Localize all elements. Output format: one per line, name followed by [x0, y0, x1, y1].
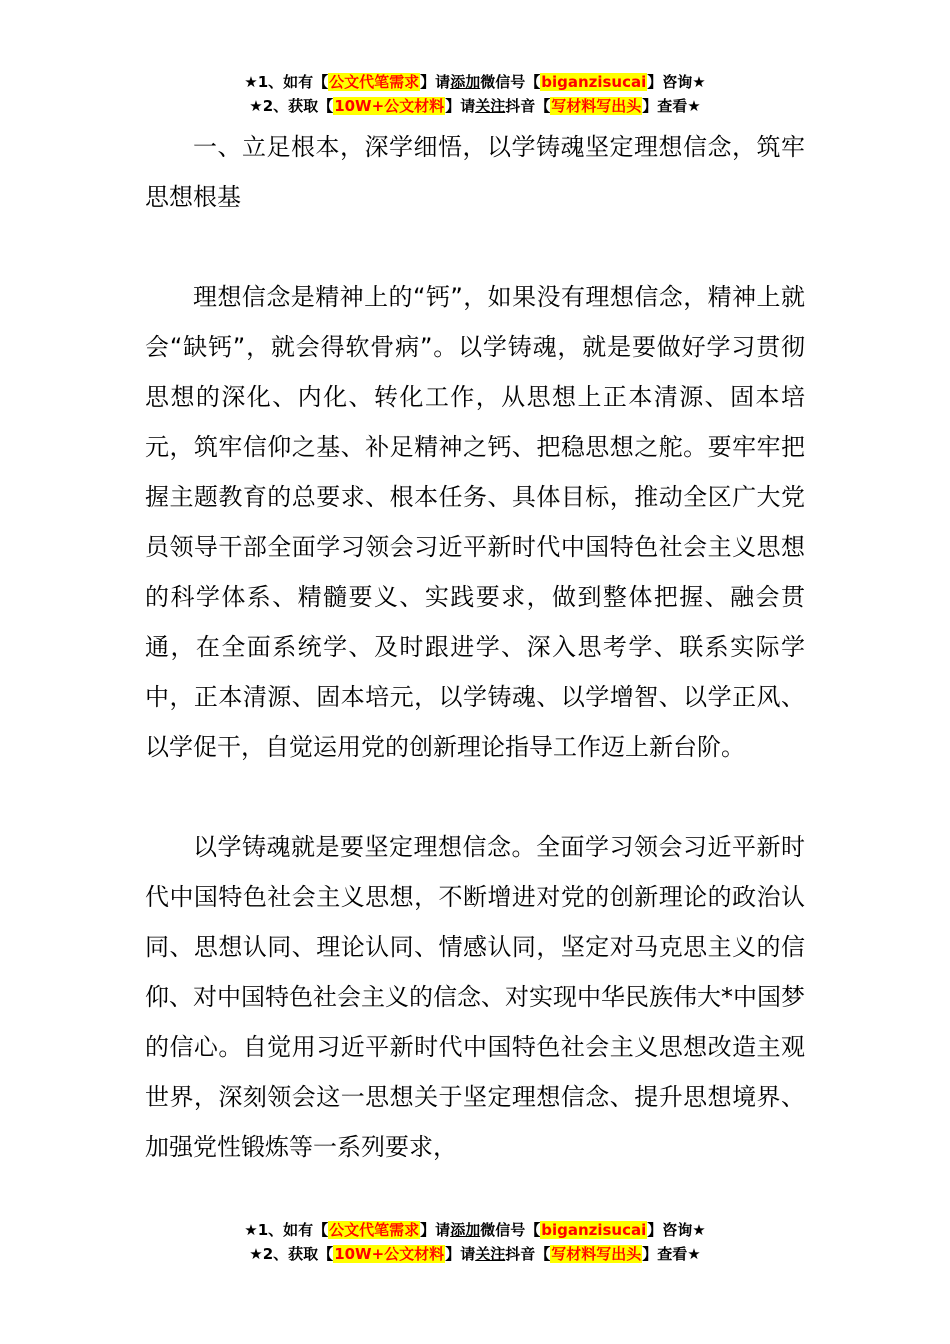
banner-text: ★2、获取【 [249, 1245, 334, 1263]
banner-line-1 [0, 70, 950, 94]
banner-text: 】请 [420, 1221, 451, 1239]
banner-text: 抖音【 [505, 97, 551, 115]
banner-text: 微信号【 [480, 73, 541, 91]
section-heading: 一、立足根本，深学细悟，以学铸魂坚定理想信念，筑牢思想根基 [145, 133, 805, 211]
paragraph-gap [145, 772, 805, 822]
banner-highlight: 公文代笔需求 [329, 73, 420, 91]
banner-underline: 关注 [475, 97, 506, 115]
banner-text: 】查看★ [642, 97, 701, 115]
banner-text: ★1、如有【 [244, 1221, 329, 1239]
banner-text: 】请 [445, 97, 476, 115]
banner-highlight: 写材料写出头 [551, 97, 642, 115]
banner-highlight: 写材料写出头 [551, 1245, 642, 1263]
document-body [145, 122, 805, 1172]
banner-text: ★2、获取【 [249, 97, 334, 115]
banner-line-1 [0, 1218, 950, 1242]
header-banner [0, 70, 950, 118]
banner-text: 】查看★ [642, 1245, 701, 1263]
banner-highlight: 10W+公文材料 [334, 1245, 445, 1263]
banner-underline: 添加 [450, 73, 481, 91]
banner-text: 】咨询★ [647, 1221, 706, 1239]
banner-highlight: 10W+公文材料 [334, 97, 445, 115]
banner-text: 】请 [445, 1245, 476, 1263]
banner-line-2 [0, 1242, 950, 1266]
paragraph-gap [145, 222, 805, 272]
paragraph-2: 以学铸魂就是要坚定理想信念。全面学习领会习近平新时代中国特色社会主义思想，不断增进对党的创新理论的政治认同、思想认同、理论认同、情感认同，坚定对马克思主义的信仰、对中国特色社会主义的信念、对实现中华民族伟大*中国梦的信心。自觉用习近平新时代中国特色社会主义思想改造主观世界，深刻领会这一思想关于坚定理想信念、提升思想境界、加强党性锻炼等一系列要求， [145, 833, 805, 1161]
paragraph-1: 理想信念是精神上的“钙”，如果没有理想信念，精神上就会“缺钙”，就会得软骨病”。以学铸魂，就是要做好学习贯彻思想的深化、内化、转化工作，从思想上正本清源、固本培元，筑牢信仰之基、补足精神之钙、把稳思想之舵。要牢牢把握主题教育的总要求、根本任务、具体目标，推动全区广大党员领导干部全面学习领会习近平新时代中国特色社会主义思想的科学体系、精髓要义、实践要求，做到整体把握、融会贯通，在全面系统学、及时跟进学、深入思考学、联系实际学中，正本清源、固本培元，以学铸魂、以学增智、以学正风、以学促干，自觉运用党的创新理论指导工作迈上新台阶。 [145, 283, 805, 761]
banner-underline: 关注 [475, 1245, 506, 1263]
footer-banner [0, 1218, 950, 1266]
banner-wechat-id: biganzisucai [541, 1221, 647, 1239]
banner-text: 抖音【 [505, 1245, 551, 1263]
banner-text: 】请 [420, 73, 451, 91]
banner-text: 微信号【 [480, 1221, 541, 1239]
banner-highlight: 公文代笔需求 [329, 1221, 420, 1239]
banner-text: ★1、如有【 [244, 73, 329, 91]
banner-text: 】咨询★ [647, 73, 706, 91]
banner-underline: 添加 [450, 1221, 481, 1239]
banner-line-2 [0, 94, 950, 118]
banner-wechat-id: biganzisucai [541, 73, 647, 91]
